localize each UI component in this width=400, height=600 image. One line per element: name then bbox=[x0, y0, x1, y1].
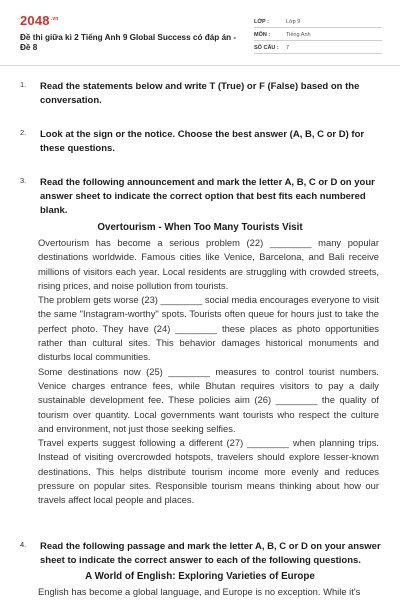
meta-row-subject bbox=[254, 29, 382, 41]
logo-text: 2048 bbox=[20, 13, 50, 28]
meta-row-class bbox=[254, 16, 382, 28]
exam-meta-table bbox=[254, 16, 382, 55]
question-instruction: Look at the sign or the notice. Choose the best answer (A, B, C or D) for these questions. bbox=[40, 129, 365, 154]
question-number: 1. bbox=[20, 80, 27, 89]
passage-paragraph: Some destinations now (25) ________ measures to control tourist numbers. Venice charges entrance fees, while Bhutan requires visitors to pay a daily sustainable development fee. These policies aim (26) ________ the quality of tourism over quantity. Local governments want tourists who respect the culture and environment, not just those seeking selfies. bbox=[38, 365, 379, 434]
question-2 bbox=[20, 128, 382, 156]
question-number: 3. bbox=[20, 176, 27, 185]
question-3 bbox=[20, 176, 382, 218]
question-instruction: Read the statements below and write T (True) or F (False) based on the conversation. bbox=[40, 81, 360, 106]
meta-value: 7 bbox=[286, 45, 290, 51]
meta-value: Lớp 9 bbox=[286, 19, 301, 25]
question-1 bbox=[20, 80, 382, 108]
passage-paragraph: Travel experts suggest following a different (27) ________ when planning trips. Instead of visiting overcrowded hotspots, travelers should explore lesser-known destinations. This helps distribute tourism income more evenly and reduces pressure on popular sites. Responsible tourism means thinking about how our travels affect local people and places. bbox=[38, 437, 379, 506]
logo-suffix: .vn bbox=[50, 15, 59, 22]
passage-paragraph: English has become a global language, and Europe is no exception. While it's bbox=[38, 586, 361, 597]
passage-title: Overtourism - When Too Many Tourists Visit bbox=[97, 222, 303, 233]
page-header bbox=[0, 0, 400, 66]
passage-body bbox=[38, 236, 379, 508]
meta-key: SỐ CÂU : bbox=[254, 45, 279, 51]
passage-body bbox=[38, 585, 379, 599]
passage-title: A World of English: Exploring Varieties of Europe bbox=[85, 571, 315, 582]
meta-key: MÔN : bbox=[254, 32, 271, 38]
question-instruction: Read the following passage and mark the letter A, B, C or D on your answer sheet to indicate the correct answer to each of the following questions. bbox=[40, 541, 381, 566]
question-4 bbox=[20, 540, 382, 568]
meta-row-question-count bbox=[254, 42, 382, 54]
site-logo[interactable] bbox=[20, 13, 59, 28]
question-number: 4. bbox=[20, 540, 27, 549]
document-title: Đề thi giữa kì 2 Tiếng Anh 9 Global Success có đáp án - Đề 8 bbox=[20, 33, 237, 52]
passage-paragraph: Overtourism has become a serious problem (22) ________ many popular destinations worldwide. Famous cities like Venice, Barcelona, and Bali receive millions of visitors each year. Local residents are struggling with crowded streets, rising prices, and noise pollution from tourists. bbox=[38, 237, 379, 291]
question-number: 2. bbox=[20, 128, 27, 137]
question-instruction: Read the following announcement and mark the letter A, B, C or D on your answer sheet to indicate the correct option that best fits each numbered blank. bbox=[40, 177, 375, 216]
meta-key: LỚP : bbox=[254, 19, 269, 25]
meta-value: Tiếng Anh bbox=[286, 32, 311, 38]
passage-paragraph: The problem gets worse (23) ________ social media encourages everyone to visit the same "Instagram-worthy" spots. Tourists often queue for hours just to take the perfect photo. They have (24) ________ these places as photo opportunities rather than cultural sites. This behavior damages historical monuments and disturbs local communities. bbox=[38, 294, 379, 363]
